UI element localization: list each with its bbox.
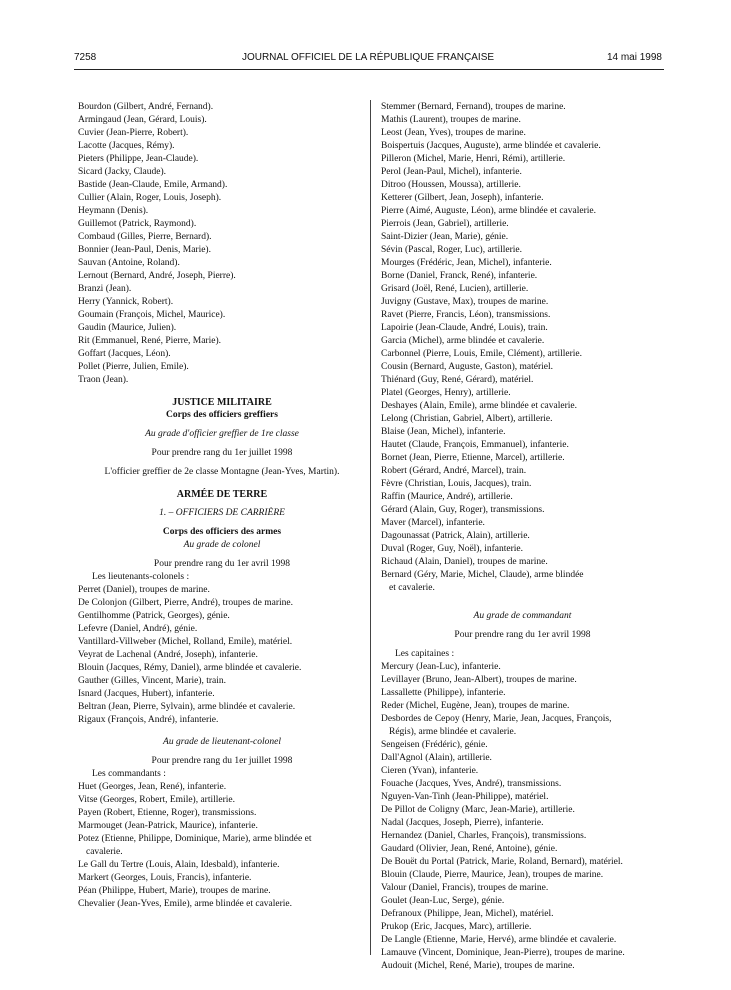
grade-colonel-heading: Au grade de colonel <box>183 540 261 550</box>
list-item: Lefevre (Daniel, André), génie. <box>78 624 198 634</box>
list-item: Branzi (Jean). <box>78 284 132 294</box>
list-item: Cullier (Alain, Roger, Louis, Joseph). <box>78 193 222 203</box>
list-item: Mercury (Jean-Luc), infanterie. <box>381 662 501 672</box>
ltcol-list <box>78 781 366 911</box>
list-item: Carbonnel (Pierre, Louis, Emile, Clément), artillerie. <box>381 349 583 359</box>
list-item: Cieren (Yvan), infanterie. <box>381 766 479 776</box>
list-item: Ravet (Pierre, Francis, Léon), transmissions. <box>381 310 551 320</box>
list-item: cavalerie. <box>86 847 123 857</box>
list-item: Goulet (Jean-Luc, Serge), génie. <box>381 896 505 906</box>
list-item: et cavalerie. <box>389 583 435 593</box>
rang-avril-right: Pour prendre rang du 1er avril 1998 <box>454 630 591 640</box>
list-item: Markert (Georges, Louis, Francis), infanterie. <box>78 873 252 883</box>
list-item: Lernout (Bernard, André, Joseph, Pierre). <box>78 271 236 281</box>
list-item: Valour (Daniel, Francis), troupes de marine. <box>381 883 549 893</box>
list-item: Blouin (Jacques, Rémy, Daniel), arme blindée et cavalerie. <box>78 663 302 673</box>
list-item: Dagounassat (Patrick, Alain), artillerie. <box>381 531 530 541</box>
column-divider <box>370 100 371 955</box>
list-item: Platel (Georges, Henry), artillerie. <box>381 388 511 398</box>
list-item: Bourdon (Gilbert, André, Fernand). <box>78 102 214 112</box>
list-item: Audouit (Michel, René, Marie), troupes de marine. <box>381 961 575 971</box>
rang-avril: Pour prendre rang du 1er avril 1998 <box>153 559 291 569</box>
list-item: Lacotte (Jacques, Rémy). <box>78 141 175 151</box>
grade-ltcol-heading: Au grade de lieutenant-colonel <box>163 737 281 747</box>
list-item: Goffart (Jacques, Léon). <box>78 349 171 359</box>
list-item: Cuvier (Jean-Pierre, Robert). <box>78 128 189 138</box>
list-item: Herry (Yannick, Robert). <box>78 297 174 307</box>
list-item: Perret (Daniel), troupes de marine. <box>78 585 210 595</box>
section-justice-militaire: JUSTICE MILITAIRE <box>172 397 272 408</box>
list-item: Gauther (Gilles, Vincent, Marie), train. <box>78 676 227 686</box>
list-item: Mathis (Laurent), troupes de marine. <box>381 115 521 125</box>
left-name-list <box>78 101 366 387</box>
right-name-list <box>381 101 664 595</box>
list-item: Sévin (Pascal, Roger, Luc), artillerie. <box>381 245 523 255</box>
capitaine-list <box>381 661 664 973</box>
list-item: Traon (Jean). <box>78 375 129 385</box>
list-item: Bastide (Jean-Claude, Emile, Armand). <box>78 180 228 190</box>
list-item: Guillemot (Patrick, Raymond). <box>78 219 197 229</box>
list-item: Perol (Jean-Paul, Michel), infanterie. <box>381 167 522 177</box>
list-item: Raffin (Maurice, André), artillerie. <box>381 492 513 502</box>
section-armee-de-terre: ARMÉE DE TERRE <box>176 489 268 500</box>
list-item: Isnard (Jacques, Hubert), infanterie. <box>78 689 215 699</box>
list-item: Marmouget (Jean-Patrick, Maurice), infanterie. <box>78 821 258 831</box>
list-item: Goumain (François, Michel, Maurice). <box>78 310 226 320</box>
issue-date: 14 mai 1998 <box>606 52 662 63</box>
list-item: Sauvan (Antoine, Roland). <box>78 258 180 268</box>
list-item: De Colonjon (Gilbert, Pierre, André), troupes de marine. <box>78 598 294 608</box>
list-item: Mourges (Frédéric, Jean, Michel), infanterie. <box>381 258 552 268</box>
left-column <box>78 101 366 911</box>
lt-colonels-label: Les lieutenants-colonels : <box>92 572 190 582</box>
list-item: Defranoux (Philippe, Jean, Michel), matériel. <box>381 909 554 919</box>
list-item: Rigaux (François, André), infanterie. <box>78 715 219 725</box>
list-item: Pierrois (Jean, Gabriel), artillerie. <box>381 219 509 229</box>
list-item: Pierre (Aimé, Auguste, Léon), arme blindée et cavalerie. <box>381 206 596 216</box>
rang-juillet: Pour prendre rang du 1er juillet 1998 <box>151 448 293 458</box>
list-item: Bernard (Géry, Marie, Michel, Claude), arme blindée <box>381 570 584 580</box>
grade-commandant-heading: Au grade de commandant <box>473 611 572 621</box>
list-item: Stemmer (Bernard, Fernand), troupes de marine. <box>381 102 566 112</box>
list-item: Gaudin (Maurice, Julien). <box>78 323 177 333</box>
list-item: Boispertuis (Jacques, Auguste), arme blindée et cavalerie. <box>381 141 601 151</box>
list-item: Deshayes (Alain, Emile), arme blindée et cavalerie. <box>381 401 577 411</box>
greffier-promotion: L'officier greffier de 2e classe Montagne (Jean-Yves, Martin). <box>104 467 340 477</box>
list-item: Lassallette (Philippe), infanterie. <box>381 688 506 698</box>
list-item: Pilleron (Michel, Marie, Henri, Rémi), artillerie. <box>381 154 566 164</box>
list-item: Potez (Etienne, Philippe, Dominique, Marie), arme blindée et <box>78 834 312 844</box>
list-item: Prukop (Eric, Jacques, Marc), artillerie. <box>381 922 532 932</box>
list-item: Péan (Philippe, Hubert, Marie), troupes de marine. <box>78 886 271 896</box>
list-item: Veyrat de Lachenal (André, Joseph), infanterie. <box>78 650 258 660</box>
list-item: Bonnier (Jean-Paul, Denis, Marie). <box>78 245 211 255</box>
list-item: Borne (Daniel, Franck, René), infanterie. <box>381 271 538 281</box>
list-item: Ketterer (Gilbert, Jean, Joseph), infanterie. <box>381 193 544 203</box>
list-item: Saint-Dizier (Jean, Marie), génie. <box>381 232 509 242</box>
list-item: Vantillard-Villweber (Michel, Rolland, Emile), matériel. <box>78 637 293 647</box>
list-item: Gérard (Alain, Guy, Roger), transmissions. <box>381 505 545 515</box>
list-item: Lamauve (Vincent, Dominique, Jean-Pierre), troupes de marine. <box>381 948 625 958</box>
list-item: Hernandez (Daniel, Charles, François), transmissions. <box>381 831 587 841</box>
list-item: Régis), arme blindée et cavalerie. <box>389 727 517 737</box>
list-item: Richaud (Alain, Daniel), troupes de marine. <box>381 557 548 567</box>
list-item: Beltran (Jean, Pierre, Sylvain), arme blindée et cavalerie. <box>78 702 296 712</box>
grade-greffier-heading: Au grade d'officier greffier de 1re classe <box>145 429 299 439</box>
list-item: Sengeisen (Frédéric), génie. <box>381 740 488 750</box>
list-item: Garcia (Michel), arme blindée et cavalerie. <box>381 336 545 346</box>
list-item: Leost (Jean, Yves), troupes de marine. <box>381 128 526 138</box>
list-item: Sicard (Jacky, Claude). <box>78 167 167 177</box>
page-number: 7258 <box>74 52 97 63</box>
list-item: Ditroo (Houssen, Moussa), artillerie. <box>381 180 521 190</box>
list-item: Heymann (Denis). <box>78 206 149 216</box>
officiers-carriere-heading: 1. – OFFICIERS DE CARRIÈRE <box>159 508 285 518</box>
list-item: De Bouët du Portal (Patrick, Marie, Roland, Bernard), matériel. <box>381 857 623 867</box>
list-item: Dall'Agnol (Alain), artillerie. <box>381 753 492 763</box>
list-item: Huet (Georges, Jean, René), infanterie. <box>78 782 227 792</box>
list-item: Armingaud (Jean, Gérard, Louis). <box>78 115 207 125</box>
list-item: Combaud (Gilles, Pierre, Bernard). <box>78 232 212 242</box>
list-item: Juvigny (Gustave, Max), troupes de marine. <box>381 297 549 307</box>
list-item: Grisard (Joël, René, Lucien), artillerie. <box>381 284 529 294</box>
list-item: Lapoirie (Jean-Claude, André, Louis), train. <box>381 323 548 333</box>
list-item: De Pillot de Coligny (Marc, Jean-Marie), artillerie. <box>381 805 575 815</box>
list-item: Gentilhomme (Patrick, Georges), génie. <box>78 611 230 621</box>
list-item: Bornet (Jean, Pierre, Etienne, Marcel), artillerie. <box>381 453 565 463</box>
list-item: Lelong (Christian, Gabriel, Albert), artillerie. <box>381 414 553 424</box>
capitaines-label: Les capitaines : <box>395 649 455 659</box>
list-item: Fèvre (Christian, Louis, Jacques), train. <box>381 479 532 489</box>
colonel-list <box>78 584 366 727</box>
list-item: Rit (Emmanuel, René, Pierre, Marie). <box>78 336 221 346</box>
corps-greffiers-heading: Corps des officiers greffiers <box>166 410 278 420</box>
corps-armes-heading: Corps des officiers des armes <box>162 527 282 537</box>
list-item: Levillayer (Bruno, Jean-Albert), troupes de marine. <box>381 675 577 685</box>
list-item: Nadal (Jacques, Joseph, Pierre), infanterie. <box>381 818 544 828</box>
list-item: Pollet (Pierre, Julien, Emile). <box>78 362 189 372</box>
list-item: Payen (Robert, Etienne, Roger), transmissions. <box>78 808 257 818</box>
commandants-label: Les commandants : <box>92 769 166 779</box>
list-item: Nguyen-Van-Tinh (Jean-Philippe), matériel. <box>381 792 549 802</box>
journal-title: JOURNAL OFFICIEL DE LA RÉPUBLIQUE FRANÇAISE <box>241 52 495 63</box>
list-item: Cousin (Bernard, Auguste, Gaston), matériel. <box>381 362 554 372</box>
list-item: Duval (Roger, Guy, Noël), infanterie. <box>381 544 523 554</box>
list-item: Desbordes de Cepoy (Henry, Marie, Jean, Jacques, François, <box>381 714 612 724</box>
list-item: Robert (Gérard, André, Marcel), train. <box>381 466 527 476</box>
page-header <box>74 52 662 66</box>
list-item: Gaudard (Olivier, Jean, René, Antoine), génie. <box>381 844 558 854</box>
list-item: Vitse (Georges, Robert, Emile), artillerie. <box>78 795 236 805</box>
list-item: Thiénard (Guy, René, Gérard), matériel. <box>381 375 534 385</box>
list-item: Reder (Michel, Eugène, Jean), troupes de marine. <box>381 701 570 711</box>
list-item: Maver (Marcel), infanterie. <box>381 518 485 528</box>
rang-juillet-2: Pour prendre rang du 1er juillet 1998 <box>151 756 293 766</box>
list-item: Blouin (Claude, Pierre, Maurice, Jean), troupes de marine. <box>381 870 604 880</box>
list-item: Fouache (Jacques, Yves, André), transmissions. <box>381 779 562 789</box>
list-item: Pieters (Philippe, Jean-Claude). <box>78 154 199 164</box>
list-item: De Langle (Etienne, Marie, Hervé), arme blindée et cavalerie. <box>381 935 617 945</box>
list-item: Le Gall du Tertre (Louis, Alain, Idesbald), infanterie. <box>78 860 280 870</box>
list-item: Hautet (Claude, François, Emmanuel), infanterie. <box>381 440 569 450</box>
right-column <box>381 101 664 973</box>
list-item: Blaise (Jean, Michel), infanterie. <box>381 427 506 437</box>
header-rule <box>74 69 664 70</box>
list-item: Chevalier (Jean-Yves, Emile), arme blindée et cavalerie. <box>78 899 293 909</box>
